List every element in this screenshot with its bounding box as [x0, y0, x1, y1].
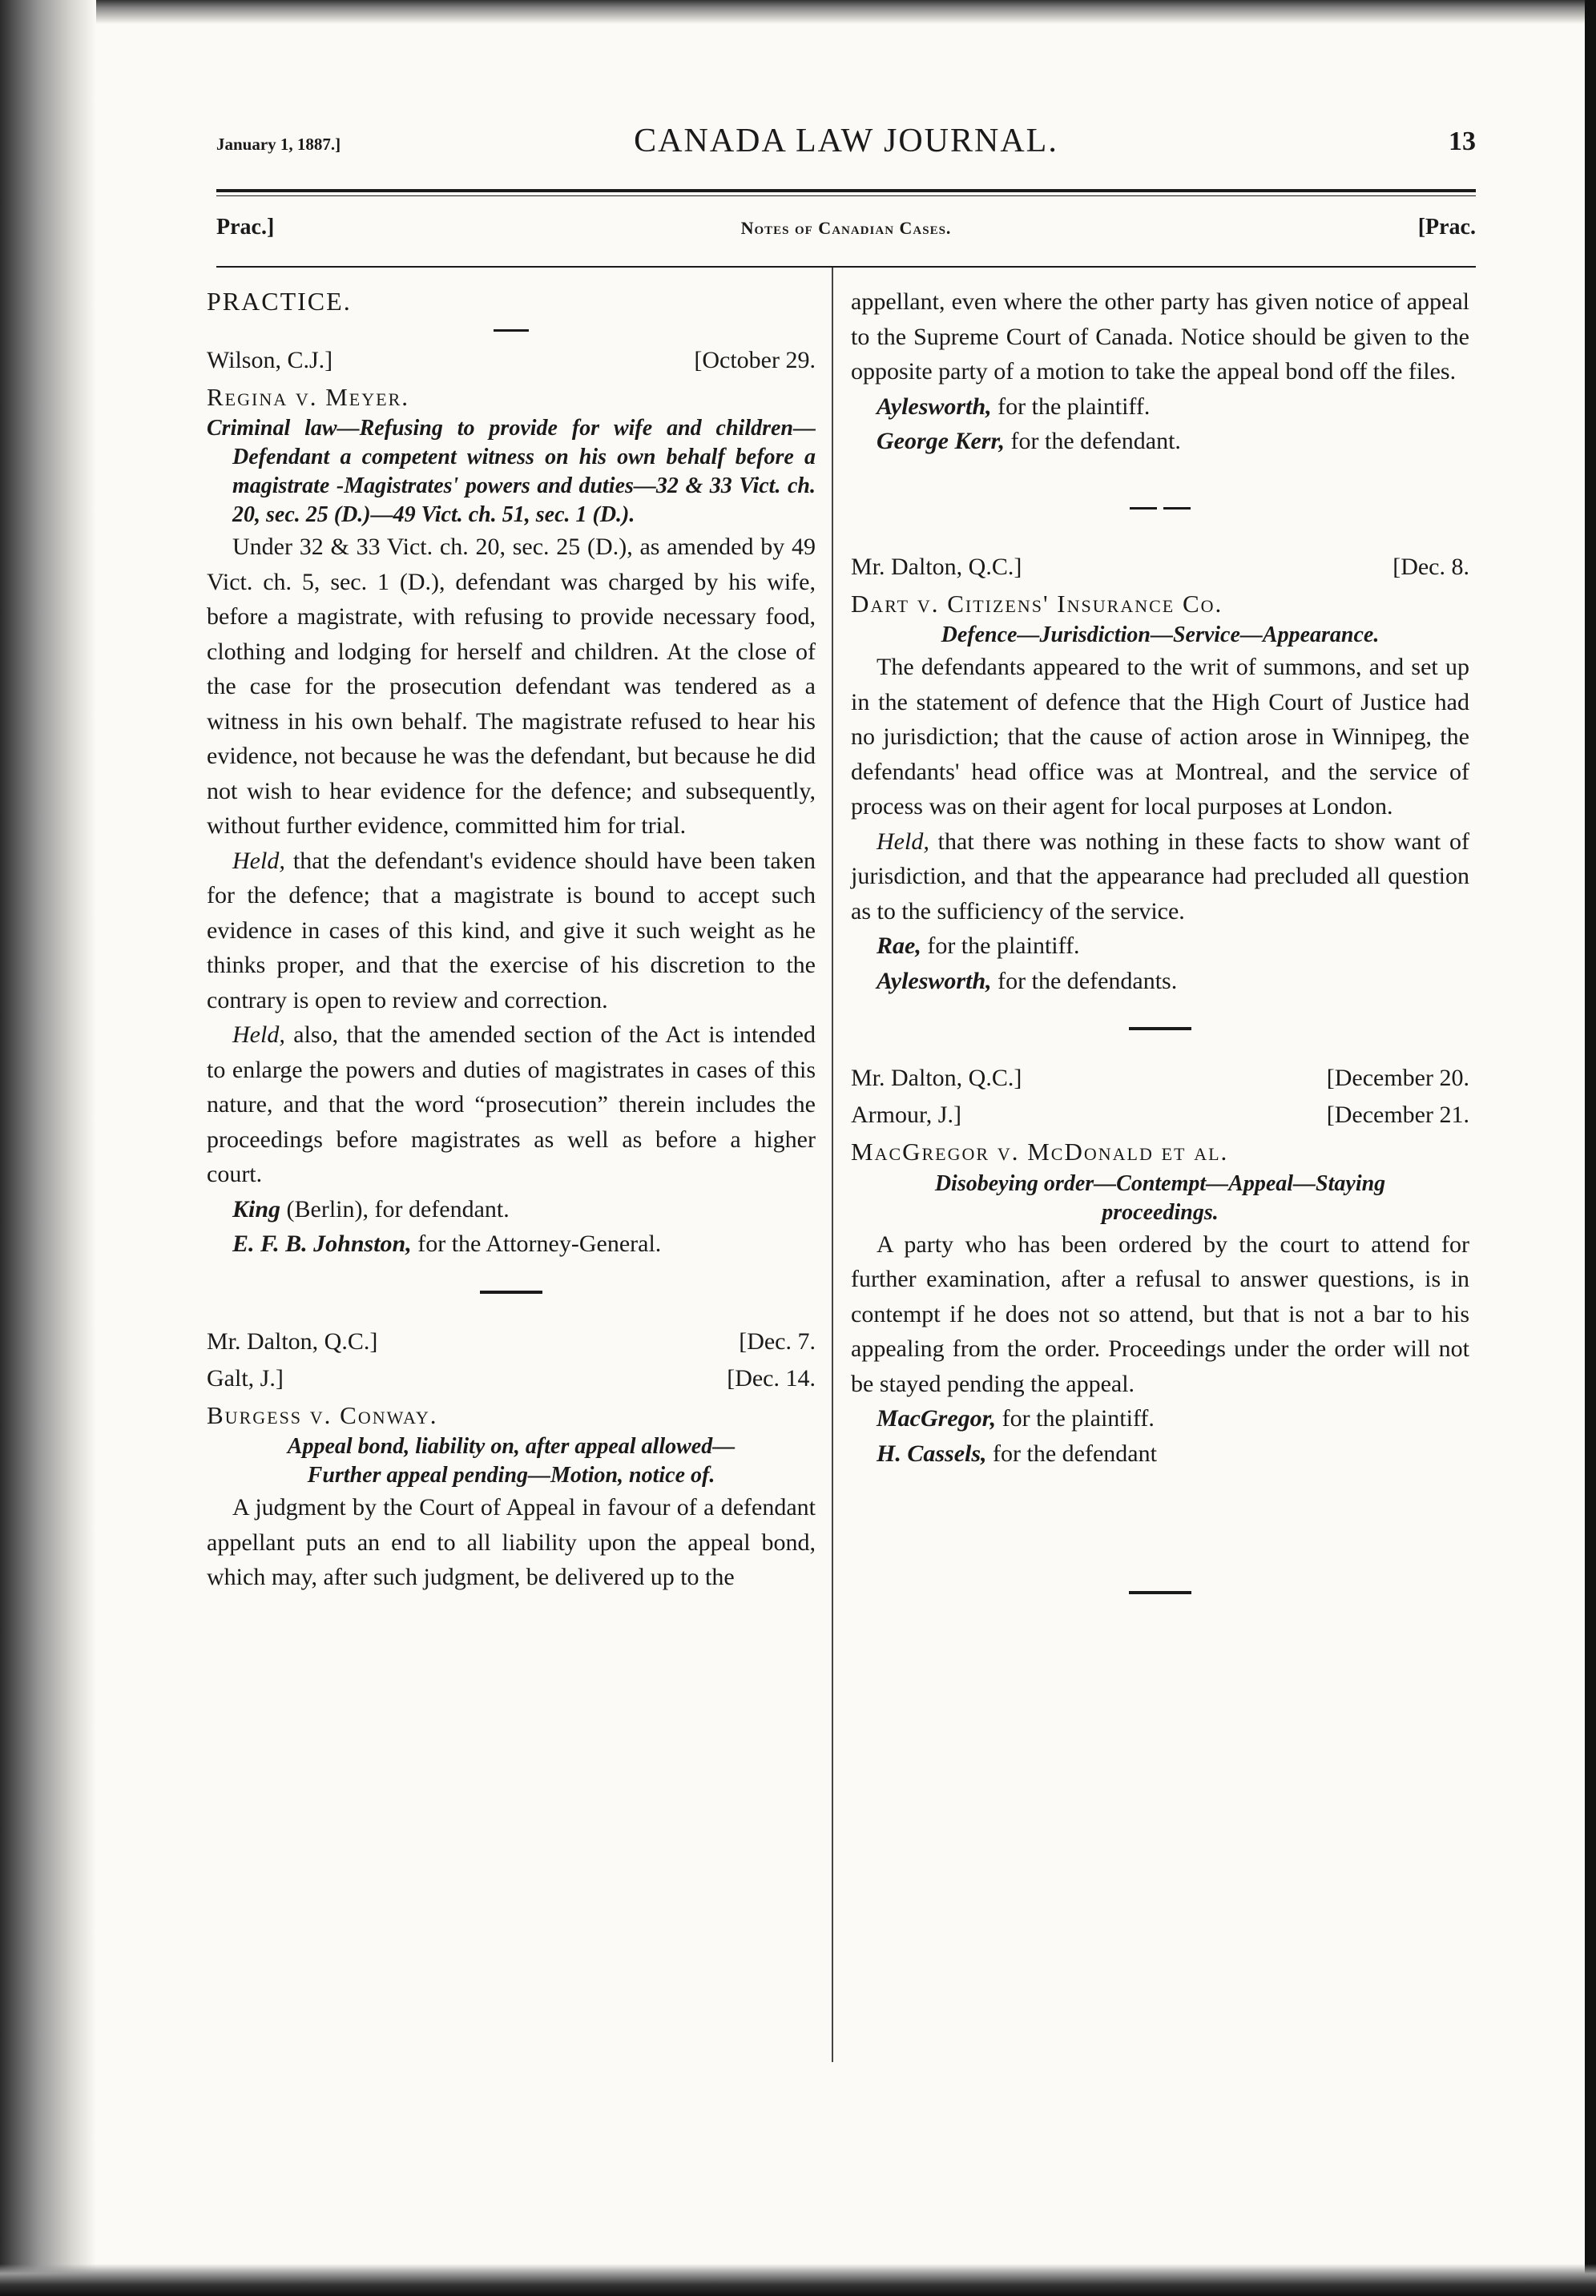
right-column — [851, 284, 1469, 1625]
held-lead: Held, — [232, 1021, 285, 1048]
case-date: [December 20. — [1326, 1065, 1469, 1091]
case-paragraph: appellant, even where the other party has given notice of appeal to the Supreme Court of Canada. Notice should be given to the opposite party of a motion to take the appeal bond off the files. — [851, 288, 1469, 385]
case-paragraph: The defendants appeared to the writ of summons, and set up in the statement of defence that the High Court of Justice had no jurisdiction; that the cause of action arose in Winnipeg, the defendants' head office was at Montreal, and the service of process was on their agent for local purposes at London. — [851, 654, 1469, 820]
separator — [851, 507, 1469, 510]
separator — [480, 1291, 542, 1294]
counsel-line: Aylesworth, for the defendants. — [877, 967, 1178, 994]
case-judge-line — [207, 343, 816, 380]
case-judge: Mr. Dalton, Q.C.] — [851, 553, 1022, 580]
scan-edge-top — [96, 0, 1585, 24]
counsel-line: E. F. B. Johnston, for the Attorney-General. — [232, 1231, 662, 1257]
left-column — [207, 284, 816, 1595]
case-judge-line — [851, 1098, 1469, 1134]
separator — [1129, 1027, 1191, 1030]
counsel-line: King (Berlin), for defendant. — [232, 1195, 510, 1223]
case-date: [December 21. — [1326, 1102, 1469, 1128]
held-paragraph: Held, that there was nothing in these facts to show want of jurisdiction, and that the appearance had precluded all question as to the sufficiency of the service. — [851, 828, 1469, 924]
case-judge-line — [851, 550, 1469, 586]
scan-edge-right — [1585, 0, 1596, 2296]
separator — [1129, 1591, 1191, 1594]
case-paragraph: A judgment by the Court of Appeal in favour of a defendant appellant puts an end to all liability upon the appeal bond, which may, after such judgment, be delivered up to the — [207, 1494, 816, 1590]
scan-edge-bottom — [0, 2264, 1596, 2296]
header-rule-thin — [216, 195, 1476, 196]
held-lead: Held, — [877, 828, 929, 855]
counsel-line: Rae, for the plaintiff. — [877, 932, 1080, 959]
case-judge: Mr. Dalton, Q.C.] — [207, 1327, 378, 1355]
case-headnote: Disobeying order—Contempt—Appeal—Staying proceedings. — [934, 1170, 1386, 1225]
case-headnote: Defence—Jurisdiction—Service—Appearance. — [941, 622, 1380, 647]
section-subheader — [216, 215, 1476, 247]
scan-edge-left — [0, 0, 96, 2296]
case-judge: Armour, J.] — [851, 1102, 961, 1128]
counsel-line: George Kerr, for the defendant. — [877, 428, 1181, 454]
case-judge: Galt, J.] — [207, 1364, 284, 1392]
separator — [494, 329, 529, 332]
header-rule-thick — [216, 189, 1476, 192]
case-date: [Dec. 7. — [739, 1327, 816, 1355]
counsel-line: H. Cassels, for the defendant — [877, 1440, 1157, 1467]
page-number: 13 — [1449, 127, 1476, 156]
case-title: MacGregor v. McDonald et al. — [851, 1138, 1229, 1166]
case-date: [Dec. 8. — [1392, 553, 1469, 580]
case-title: Dart v. Citizens' Insurance Co. — [851, 589, 1223, 618]
case-paragraph: Under 32 & 33 Vict. ch. 20, sec. 25 (D.), as amended by 49 Vict. ch. 5, sec. 1 (D.), defendant was charged by his wife, before a magistrate, with refusing to provide necessary food, clothing and lodging for herself and children. At the close of the case for the prosecution defendant was tendered as a witness in his own behalf. The magistrate refused to hear his evidence, not because he was the defendant, but because he did not wish to hear evidence for the defence; and subsequently, without further evidence, committed him for trial. — [207, 534, 816, 839]
held-paragraph: Held, also, that the amended section of the Act is intended to enlarge the powers and duties of magistrates in cases of this nature, and that the word “prosecution” therein includes the proceedings before magistrates as well as before a higher court. — [207, 1021, 816, 1187]
subheader-center: Notes of Canadian Cases. — [740, 218, 952, 238]
case-judge: Mr. Dalton, Q.C.] — [851, 1065, 1022, 1091]
case-date: [Dec. 14. — [727, 1364, 816, 1392]
case-title: Burgess v. Conway. — [207, 1400, 438, 1429]
case-title: Regina v. Meyer. — [207, 382, 409, 411]
section-title: PRACTICE. — [207, 287, 352, 316]
counsel-line: MacGregor, for the plaintiff. — [877, 1405, 1155, 1432]
case-judge: Wilson, C.J.] — [207, 346, 333, 373]
subheader-left: Prac.] — [216, 215, 275, 240]
held-lead: Held, — [232, 847, 285, 874]
counsel-line: Aylesworth, for the plaintiff. — [877, 393, 1151, 420]
held-paragraph: Held, that the defendant's evidence should have been taken for the defence; that a magistrate is bound to accept such evidence in cases of this kind, and give it such weight as he thinks proper, and that the exercise of his discretion to the contrary is open to review and correction. — [207, 847, 816, 1013]
case-paragraph: A party who has been ordered by the court to attend for further examination, after a refusal to answer questions, is in contempt if he does not so attend, but that is not a bar to his appealing from the order. Proceedings under the order will not be stayed pending the appeal. — [851, 1231, 1469, 1397]
case-judge-line — [851, 1061, 1469, 1098]
issue-date: January 1, 1887.] — [216, 135, 341, 154]
column-divider — [832, 268, 833, 2062]
case-judge-line — [207, 1361, 816, 1398]
case-judge-line — [207, 1324, 816, 1361]
journal-title: CANADA LAW JOURNAL. — [634, 123, 1058, 159]
running-header — [216, 120, 1476, 168]
case-date: [October 29. — [694, 346, 816, 373]
subheader-rule — [216, 266, 1476, 268]
subheader-right: [Prac. — [1417, 215, 1476, 240]
case-headnote: Appeal bond, liability on, after appeal allowed— Further appeal pending—Motion, notice of. — [287, 1434, 736, 1488]
case-headnote: Criminal law—Refusing to provide for wife and children—Defendant a competent witness on his own behalf before a magistrate -Magistrates' powers and duties—32 & 33 Vict. ch. 20, sec. 25 (D.)—49 Vict. ch. 51, sec. 1 (D.). — [207, 416, 816, 527]
